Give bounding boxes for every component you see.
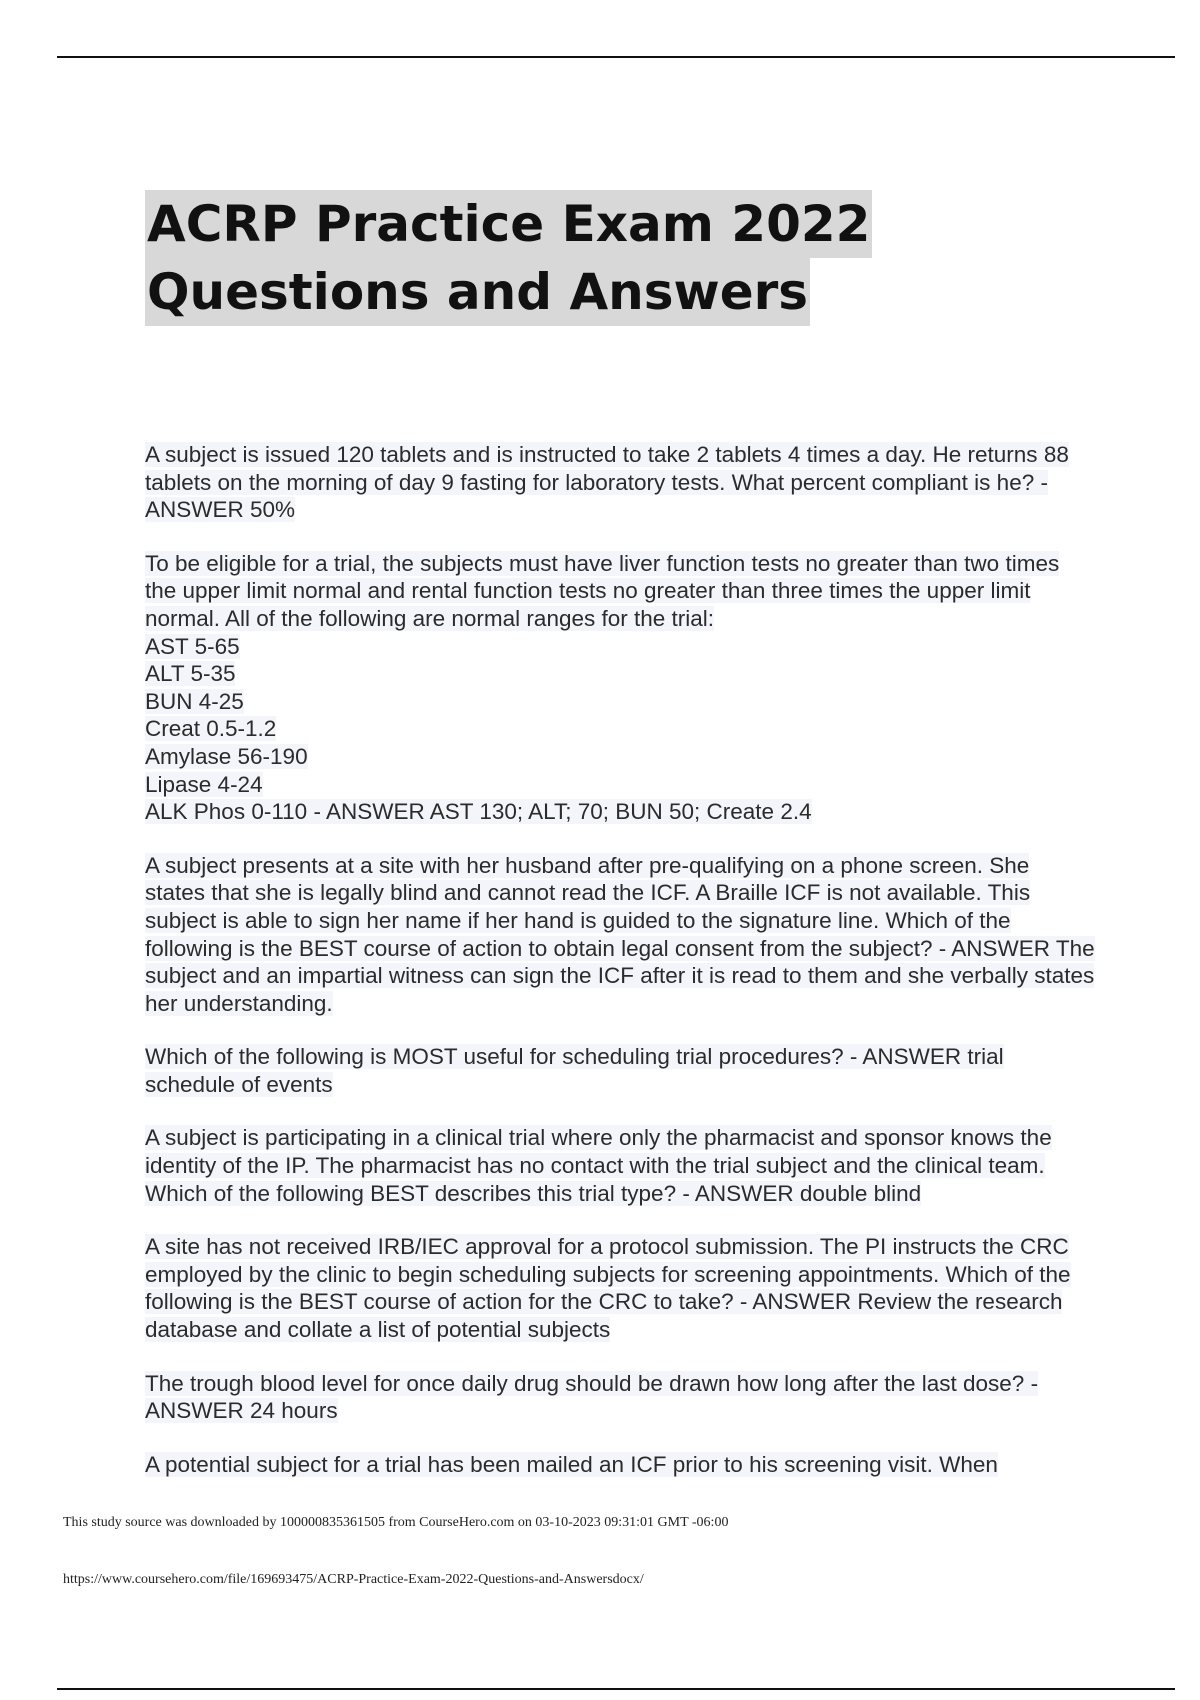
bottom-rule [57,1688,1175,1690]
qa-text: A potential subject for a trial has been mailed an ICF prior to his screening visit. When [145,1451,998,1477]
source-url-link[interactable]: https://www.coursehero.com/file/169693475/ACRP-Practice-Exam-2022-Questions-and-Answersdocx/ [63,1572,644,1587]
qa-text: A subject is participating in a clinical trial where only the pharmacist and sponsor knows the identity of the IP. The pharmacist has no contact with the trial subject and the clinical team. Which of the following BEST describes this trial type? - ANSWER double blind [145,1125,1052,1206]
qa-text: A subject presents at a site with her husband after pre-qualifying on a phone screen. She states that she is legally blind and cannot read the ICF. A Braille ICF is not available. This subject is able to sign her name if her hand is guided to the signature line. Which of the following is the BEST course of action to obtain legal consent from the subject? - ANSWER The subject and an impartial witness can sign the ICF after it is read to them and she verbally states her understanding. [145,852,1095,1016]
qa-item [145,441,1095,524]
qa-text: To be eligible for a trial, the subjects must have liver function tests no greater than two times the upper limit normal and rental function tests no greater than three times the upper limit normal. All of the following are normal ranges for the trial: AST 5-65 ALT 5-35 BUN 4-25 Creat 0.5-1.2 Amylase 56-190 Lipase 4-24 ALK Phos 0-110 - ANSWER AST 130; ALT; 70; BUN 50; Create 2.4 [145,550,1060,825]
qa-item [145,1124,1095,1207]
qa-item [145,1370,1095,1425]
qa-text: The trough blood level for once daily drug should be drawn how long after the last dose? - ANSWER 24 hours [145,1370,1039,1424]
qa-item [145,1233,1095,1343]
qa-text: Which of the following is MOST useful for scheduling trial procedures? - ANSWER trial schedule of events [145,1044,1004,1097]
qa-item [145,852,1095,1018]
qa-item [145,1043,1095,1098]
download-source-note: This study source was downloaded by 100000835361505 from CourseHero.com on 03-10-2023 09:31:01 GMT -06:00 [63,1515,729,1530]
qa-text: A site has not received IRB/IEC approval for a protocol submission. The PI instructs the CRC employed by the clinic to begin scheduling subjects for screening appointments. Which of the following is the BEST course of action for the CRC to take? - ANSWER Review the research database and collate a list of potential subjects [145,1234,1071,1343]
top-rule [57,56,1175,58]
title-line-1: ACRP Practice Exam 2022 [145,190,872,258]
document-title [145,190,872,326]
title-line-2: Questions and Answers [145,258,810,326]
qa-text: A subject is issued 120 tablets and is instructed to take 2 tablets 4 times a day. He returns 88 tablets on the morning of day 9 fasting for laboratory tests. What percent compliant is he? - ANSWER 50% [145,442,1069,523]
qa-list [145,441,1095,1504]
qa-item [145,550,1095,826]
qa-item-partial [145,1451,1095,1479]
